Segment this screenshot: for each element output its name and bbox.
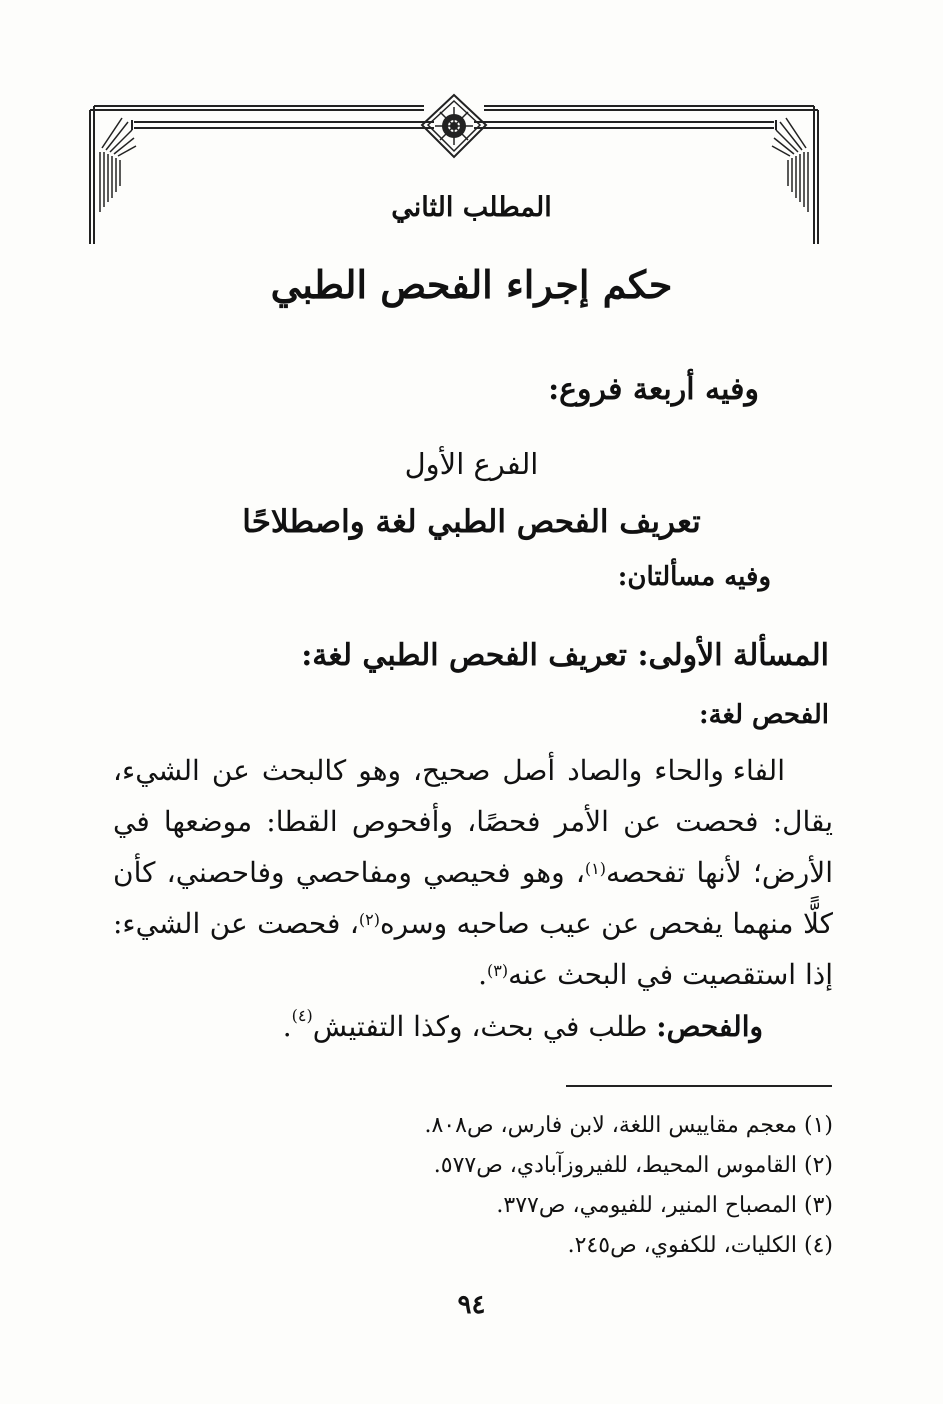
subsections-intro: وفيه أربعة فروع: — [548, 372, 759, 407]
footnote-item: (٣) المصباح المنير، للفيومي، ص٣٧٧. — [496, 1193, 833, 1218]
definition-text: طلب في بحث، وكذا التفتيش — [312, 1010, 657, 1043]
term-heading: الفحص لغة: — [699, 700, 829, 730]
definition-term: والفحص: — [656, 1010, 763, 1043]
question-title: المسألة الأولى: تعريف الفحص الطبي لغة: — [301, 638, 829, 673]
footnote-item: (٢) القاموس المحيط، للفيروزآبادي، ص٥٧٧. — [433, 1153, 833, 1178]
page-number: ٩٤ — [457, 1290, 486, 1320]
footnote-item: (٤) الكليات، للكفوي، ص٢٤٥. — [567, 1233, 833, 1258]
paragraph-text: ، فحصت عن الشيء: إذا استقصيت في البحث عنه — [113, 907, 833, 991]
second-definition — [282, 1006, 763, 1043]
footnote-ref[interactable]: (١) — [584, 859, 606, 878]
branch-intro: وفيه مسألتان: — [617, 562, 771, 592]
definition-paragraph — [113, 745, 833, 1000]
paragraph-text: . — [478, 958, 487, 991]
footnote-item: (١) معجم مقاييس اللغة، لابن فارس، ص٨٠٨. — [424, 1113, 833, 1138]
header-ornament-frame — [84, 92, 824, 252]
paragraph-text: ، وهو فحيصي ومفاحصي وفاحصني، كأن كلًّا منهما يفحص عن عيب صاحبه وسره — [113, 856, 833, 940]
footnote-ref[interactable]: (٤) — [291, 1006, 313, 1025]
definition-end: . — [282, 1010, 292, 1043]
footnotes — [424, 1106, 833, 1266]
paragraph-text: الفاء والحاء والصاد أصل صحيح، وهو كالبحث عن الشيء، يقال: فحصت عن الأمر فحصًا، وأفحوص القطا: موضعها في الأرض؛ لأنها تفحصه — [113, 754, 833, 889]
branch-title: تعريف الفحص الطبي لغة واصطلاحًا — [242, 504, 701, 540]
footnote-separator — [566, 1085, 832, 1087]
page-title: حكم إجراء الفحص الطبي — [270, 262, 673, 307]
footnote-ref[interactable]: (٢) — [358, 910, 380, 929]
footnote-ref[interactable]: (٣) — [486, 961, 509, 980]
section-label: المطلب الثاني — [391, 192, 552, 223]
branch-label: الفرع الأول — [404, 447, 539, 481]
